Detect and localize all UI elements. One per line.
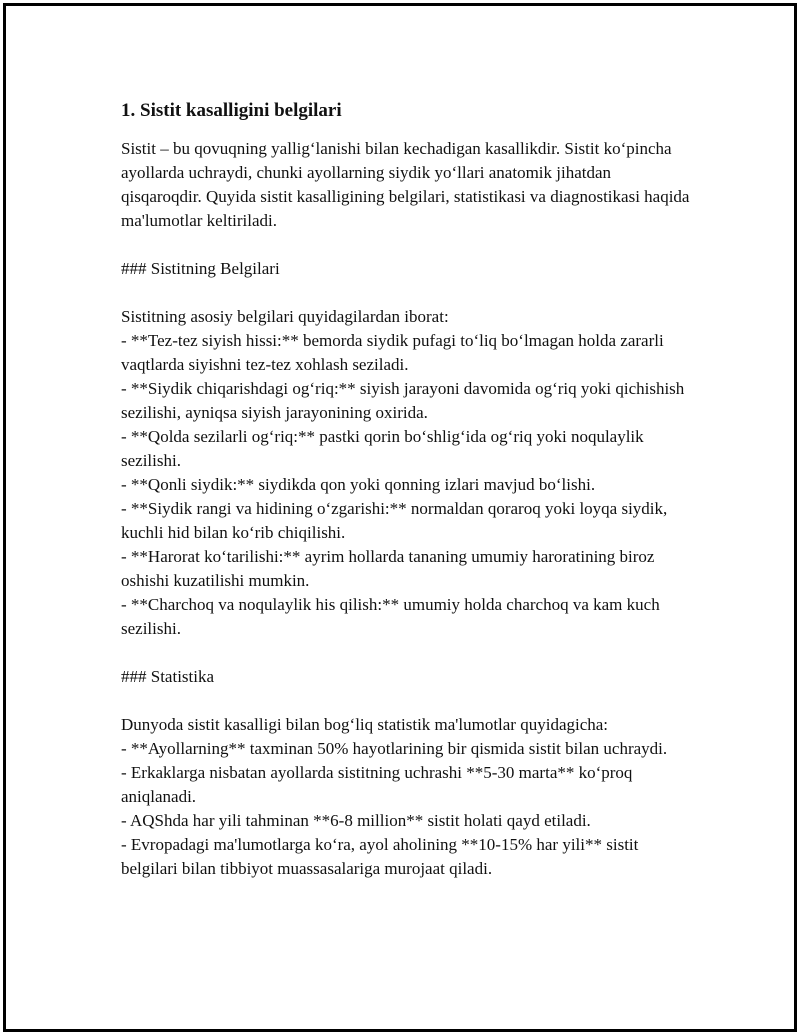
list-item: - **Qolda sezilarli og‘riq:** pastki qorin bo‘shlig‘ida og‘riq yoki noqulaylik sezilishi. <box>121 427 644 470</box>
statistics-section <box>121 713 691 881</box>
statistics-lead: Dunyoda sistit kasalligi bilan bog‘liq statistik ma'lumotlar quyidagicha: <box>121 715 609 734</box>
list-item: - **Qonli siydik:** siydikda qon yoki qonning izlari mavjud bo‘lishi. <box>121 475 596 494</box>
list-item: - **Ayollarning** taxminan 50% hayotlarining bir qismida sistit bilan uchraydi. <box>121 739 668 758</box>
list-item: - **Siydik chiqarishdagi og‘riq:** siyish jarayoni davomida og‘riq yoki qichishish sezilishi, ayniqsa siyish jarayonining oxirida. <box>121 379 685 422</box>
list-item: - **Tez-tez siyish hissi:** bemorda siydik pufagi to‘liq bo‘lmagan holda zararli vaqtlarda siyishni tez-tez xohlash seziladi. <box>121 331 664 374</box>
list-item: - Evropadagi ma'lumotlarga ko‘ra, ayol aholining **10-15% har yili** sistit belgilari bilan tibbiyot muassasalariga murojaat qiladi. <box>121 835 639 878</box>
section-heading-statistics: ### Statistika <box>121 667 215 686</box>
document-content <box>121 98 691 881</box>
section-heading-symptoms: ### Sistitning Belgilari <box>121 259 280 278</box>
symptoms-lead: Sistitning asosiy belgilari quyidagilardan iborat: <box>121 307 449 326</box>
list-item: - **Siydik rangi va hidining o‘zgarishi:** normaldan qoraroq yoki loyqa siydik, kuchli hid bilan ko‘rib chiqilishi. <box>121 499 668 542</box>
intro-paragraph: Sistit – bu qovuqning yallig‘lanishi bilan kechadigan kasallikdir. Sistit ko‘pincha ayollarda uchraydi, chunki ayollarning siydik yo‘llari anatomik jihatdan qisqaroqdir. Quyida sistit kasalligining belgilari, statistikasi va diagnostikasi haqida ma'lumotlar keltiriladi. <box>121 139 690 230</box>
document-title: 1. Sistit kasalligini belgilari <box>121 100 342 121</box>
list-item: - Erkaklarga nisbatan ayollarda sistitning uchrashi **5-30 marta** ko‘proq aniqlanadi. <box>121 763 633 806</box>
symptoms-section <box>121 305 691 641</box>
list-item: - AQShda har yili tahminan **6-8 million** sistit holati qayd etiladi. <box>121 811 591 830</box>
list-item: - **Harorat ko‘tarilishi:** ayrim hollarda tananing umumiy haroratining biroz oshishi kuzatilishi mumkin. <box>121 547 655 590</box>
document-page <box>3 3 797 1032</box>
list-item: - **Charchoq va noqulaylik his qilish:** umumiy holda charchoq va kam kuch sezilishi. <box>121 595 660 638</box>
